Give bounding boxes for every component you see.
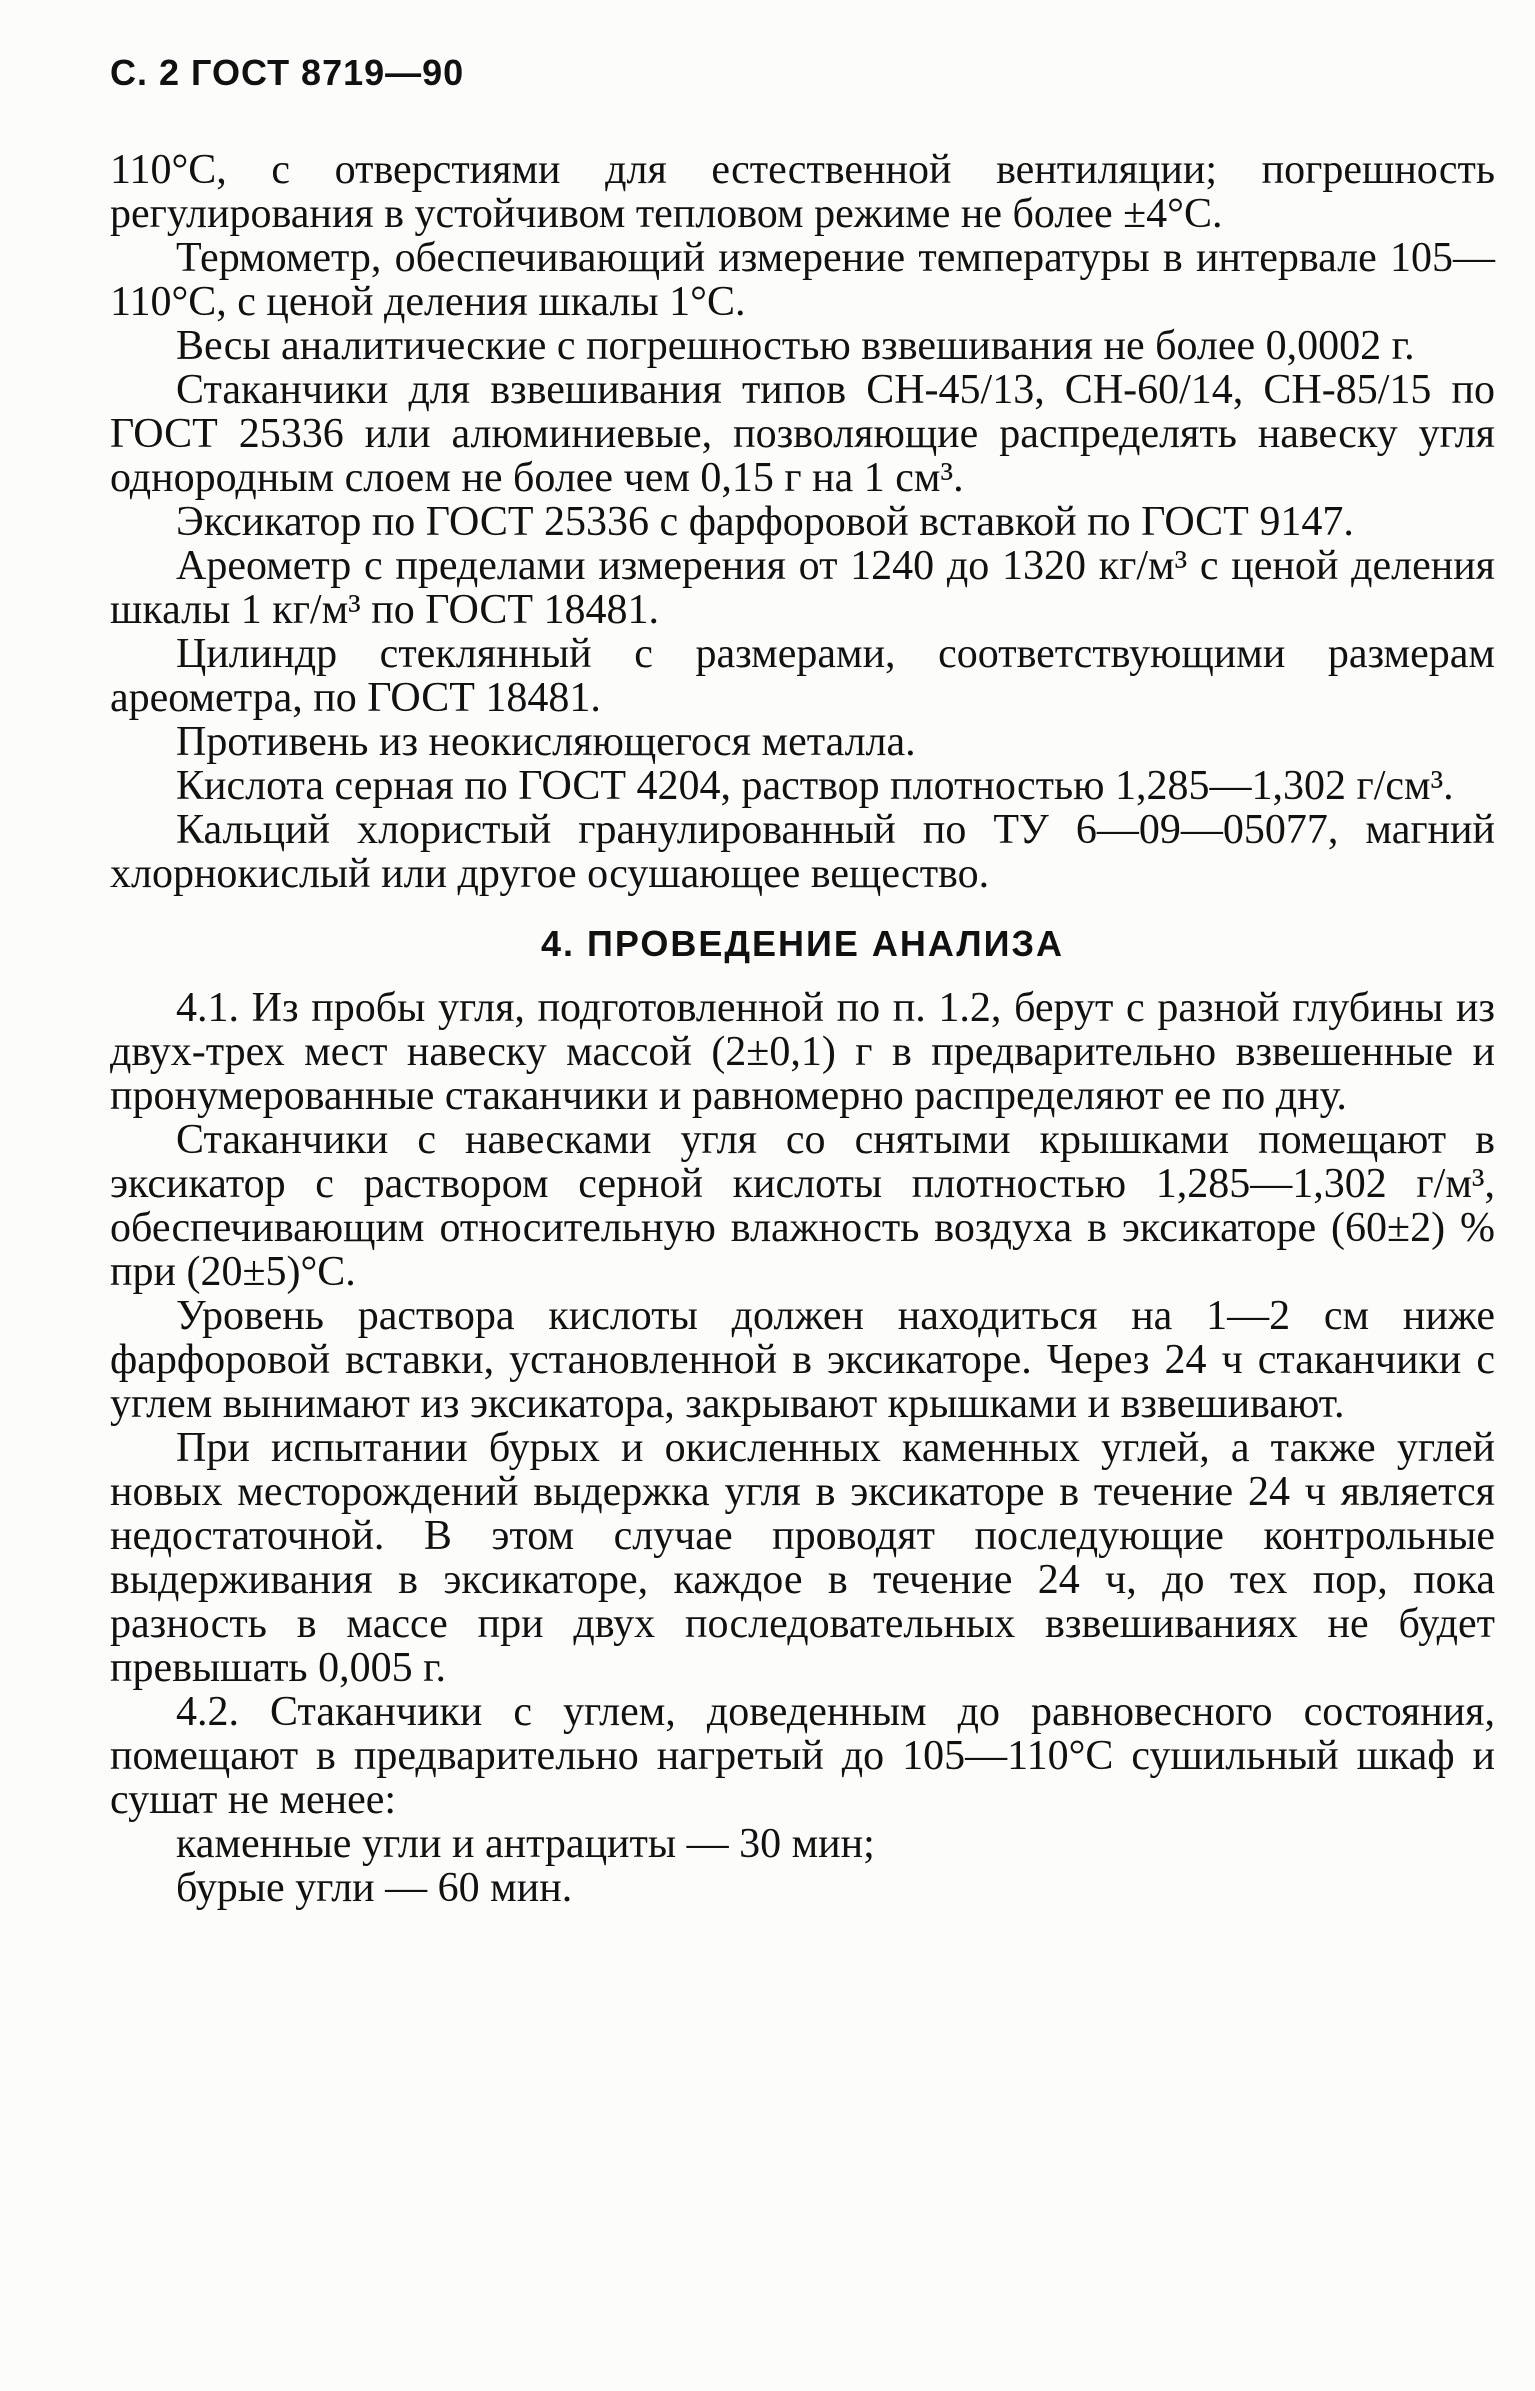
paragraph-4-1: 4.1. Из пробы угля, подготовленной по п. 1.2, берут с разной глубины из двух-трех мест навеску массой (2±0,1) г в предварительно взвешенные и пронумерованные стаканчики и равномерно распределяют ее по дну. xyxy=(110,985,1495,1119)
page-body xyxy=(110,148,1495,1910)
paragraph-tray: Противень из неокисляющегося металла. xyxy=(176,719,916,765)
paragraph-weighing-bottles: Стаканчики для взвешивания типов СН-45/13, СН-60/14, СН-85/15 по ГОСТ 25336 или алюминиевые, позволяющие распределять навеску угля однородным слоем не более чем 0,15 г на 1 см³. xyxy=(110,367,1495,501)
paragraph-cylinder: Цилиндр стеклянный с размерами, соответствующими размерам ареометра, по ГОСТ 18481. xyxy=(110,631,1495,721)
paragraph-brown-coal-testing: При испытании бурых и окисленных каменных углей, а также углей новых месторождений выдержка угля в эксикаторе в течение 24 ч является недостаточной. В этом случае проводят последующие контрольные выдерживания в эксикаторе, каждое в течение 24 ч, до тех пор, пока разность в массе при двух последовательных взвешиваниях не будет превышать 0,005 г. xyxy=(110,1425,1495,1691)
paragraph-drying-oven: 110°С, с отверстиями для естественной вентиляции; погрешность регулирования в устойчивом тепловом режиме не более ±4°С. xyxy=(110,147,1495,237)
paragraph-calcium-chloride: Кальций хлористый гранулированный по ТУ 6—09—05077, магний хлорнокислый или другое осушающее вещество. xyxy=(110,807,1495,897)
list-item-brown-coal: бурые угли — 60 мин. xyxy=(176,1865,573,1911)
list-item-hard-coal: каменные угли и антрациты — 30 мин; xyxy=(176,1821,875,1867)
paragraph-4-2: 4.2. Стаканчики с углем, доведенным до равновесного состояния, помещают в предварительно нагретый до 105—110°С сушильный шкаф и сушат не менее: xyxy=(110,1689,1495,1823)
paragraph-bottles-in-desiccator: Стаканчики с навесками угля со снятыми крышками помещают в эксикатор с раствором серной кислоты плотностью 1,285—1,302 г/м³, обеспечивающим относительную влажность воздуха в эксикаторе (60±2) % при (20±5)°С. xyxy=(110,1117,1495,1295)
section-heading: 4. ПРОВЕДЕНИЕ АНАЛИЗА xyxy=(540,923,1065,964)
paragraph-acid-level: Уровень раствора кислоты должен находиться на 1—2 см ниже фарфоровой вставки, установленной в эксикаторе. Через 24 ч стаканчики с углем вынимают из эксикатора, закрывают крышками и взвешивают. xyxy=(110,1293,1495,1427)
paragraph-thermometer: Термометр, обеспечивающий измерение температуры в интервале 105—110°С, с ценой деления шкалы 1°С. xyxy=(110,235,1495,325)
paragraph-scales: Весы аналитические с погрешностью взвешивания не более 0,0002 г. xyxy=(176,323,1415,369)
paragraph-sulfuric-acid: Кислота серная по ГОСТ 4204, раствор плотностью 1,285—1,302 г/см³. xyxy=(176,763,1454,809)
page-header: С. 2 ГОСТ 8719—90 xyxy=(110,52,465,93)
paragraph-hydrometer: Ареометр с пределами измерения от 1240 до 1320 кг/м³ с ценой деления шкалы 1 кг/м³ по ГОСТ 18481. xyxy=(110,543,1495,633)
paragraph-desiccator: Эксикатор по ГОСТ 25336 с фарфоровой вставкой по ГОСТ 9147. xyxy=(176,499,1354,545)
